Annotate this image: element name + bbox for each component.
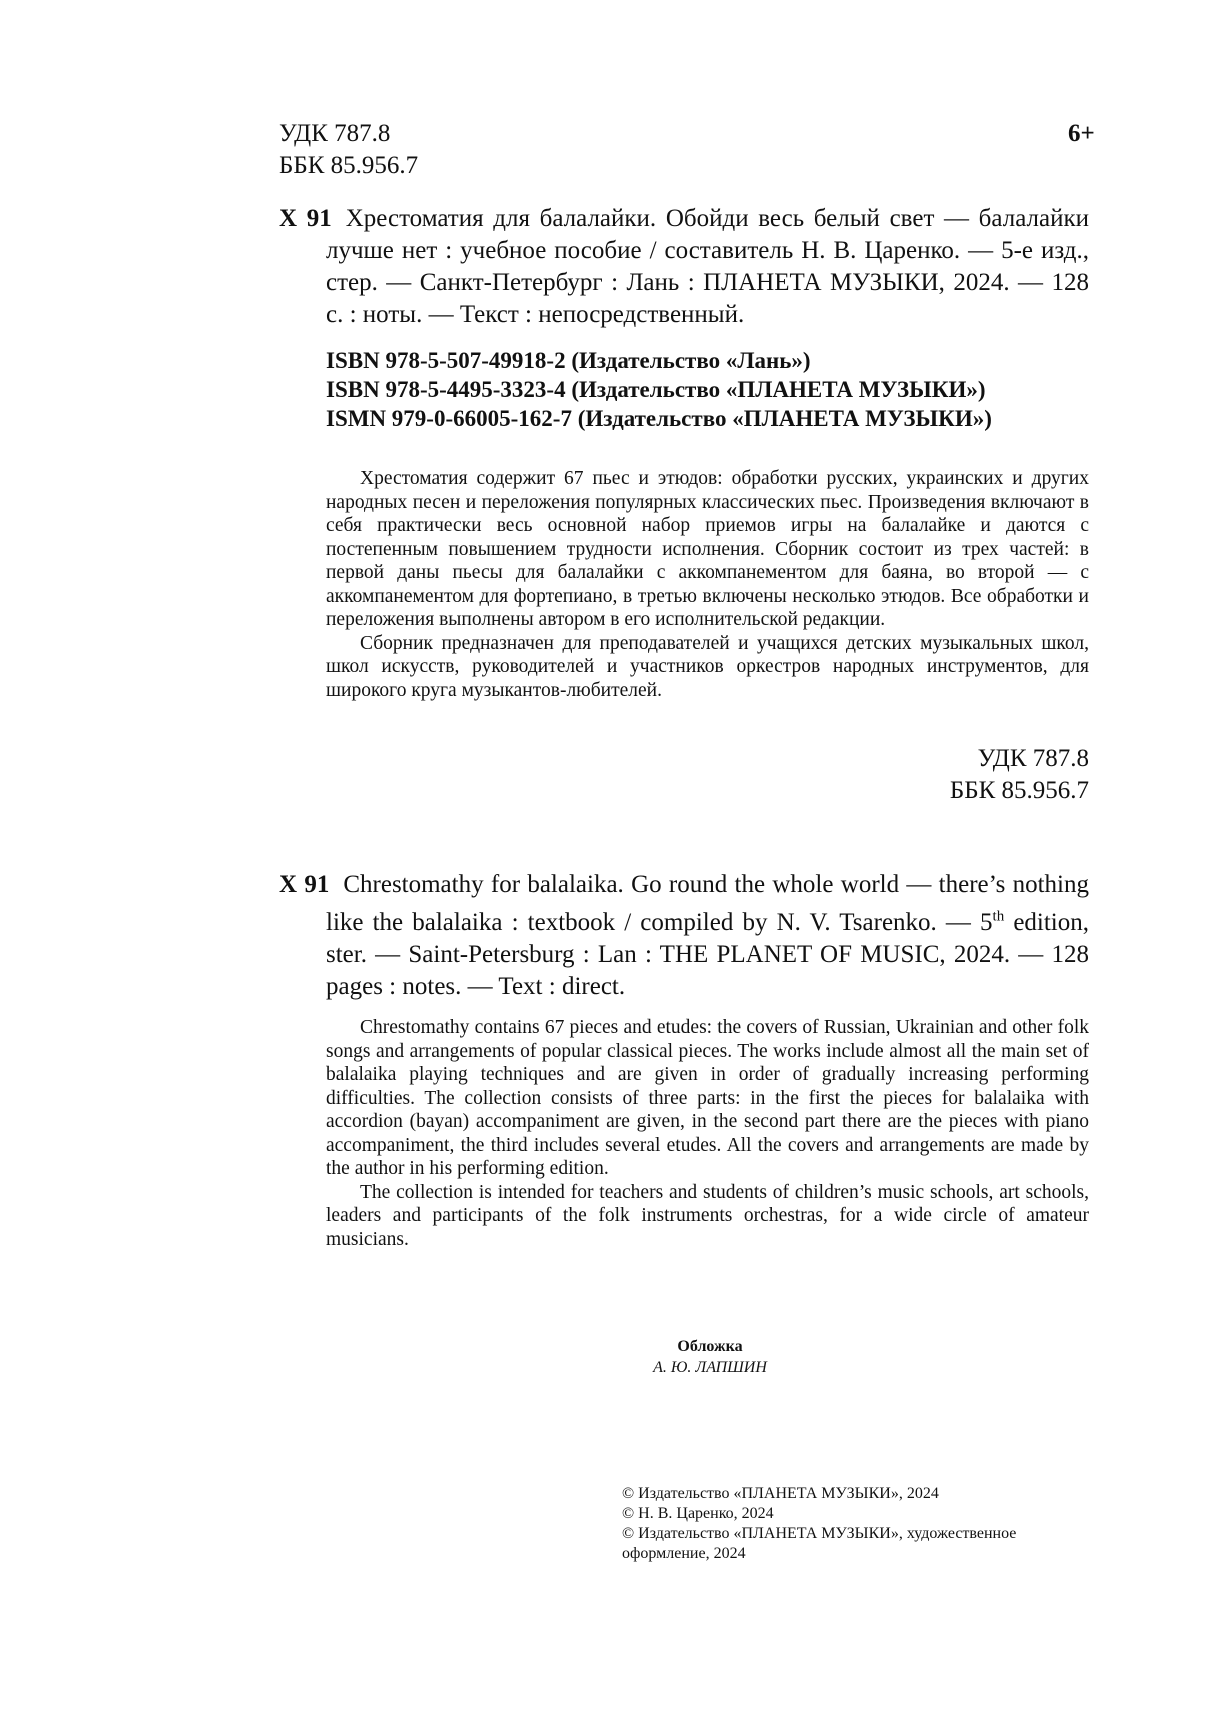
ru-abstract-paragraph: Сборник предназначен для преподавателей и учащихся детских музыкальных школ, школ искусств, руководителей и участников оркестров народных инструментов, для широкого круга музыкантов-любителей. (326, 632, 1089, 701)
en-entry-text-part2: edition, ster. — Saint-Petersburg : Lan : THE PLANET OF MUSIC, 2024. — 128 pages : notes. — Text : direct. (326, 909, 1089, 1001)
author-mark: Х 91 (279, 871, 330, 898)
copyright-line: © Издательство «ПЛАНЕТА МУЗЫКИ», художественное оформление, 2024 (622, 1525, 1017, 1562)
author-mark: Х 91 (279, 205, 332, 232)
udk-code: УДК 787.8 (279, 120, 391, 147)
ru-abstract (326, 467, 1089, 702)
age-rating: 6+ (1068, 120, 1095, 147)
cover-label: Обложка (677, 1338, 743, 1355)
isbn-list (326, 346, 992, 433)
en-abstract-paragraph: Chrestomathy contains 67 pieces and etudes: the covers of Russian, Ukrainian and other folk songs and arrangements of popular classical pieces. The works include almost all the main set of balalaika playing techniques and are given in order of gradually increasing performing difficulties. The collection consists of three parts: in the first the pieces for balalaika with accordion (bayan) accompaniment are given, in the second part there are the pieces with piano accompaniment, the third includes several etudes. All the covers and arrangements are made by the author in his performing edition. (326, 1017, 1089, 1179)
bbk-code: ББК 85.956.7 (949, 777, 1089, 804)
en-abstract-paragraph: The collection is intended for teachers and students of children’s music schools, art schools, leaders and participants of the folk instruments orchestras, for a wide circle of amateur musicians. (326, 1181, 1089, 1250)
ru-entry-text: Хрестоматия для балалайки. Обойди весь белый свет — балалайки лучше нет : учебное пособие / составитель Н. В. Царенко. — 5-е изд., стер. — Санкт-Петербург : Лань : ПЛАНЕТА МУЗЫКИ, 2024. — 128 с. : ноты. — Текст : непосредственный. (326, 205, 1089, 328)
ru-abstract-paragraph: Хрестоматия содержит 67 пьес и этюдов: обработки русских, украинских и других народных песен и переложения популярных классических пьес. Произведения включают в себя практически весь основной набор приемов игры на балалайке и даются с постепенным повышением трудности исполнения. Сборник состоит из трех частей: в первой даны пьесы для балалайки с аккомпанементом для баяна, во второй — с аккомпанементом для фортепиано, в третью включены несколько этюдов. Все обработки и переложения выполнены автором в его исполнительской редакции. (326, 468, 1089, 630)
bbk-code: ББК 85.956.7 (279, 152, 419, 179)
classification-codes (279, 118, 418, 182)
copyright-block (622, 1484, 1072, 1564)
isbn-lan: ISBN 978-5-507-49918-2 (Издательство «Лань») (326, 348, 811, 373)
en-bibliographic-entry (279, 869, 1089, 1003)
classification-codes-right (860, 743, 1089, 807)
cover-artist: А. Ю. ЛАПШИН (653, 1359, 767, 1376)
copyright-line: © Издательство «ПЛАНЕТА МУЗЫКИ», 2024 (622, 1485, 939, 1502)
cover-credit (560, 1336, 860, 1378)
udk-code: УДК 787.8 (977, 745, 1089, 772)
copyright-line: © Н. В. Царенко, 2024 (622, 1505, 774, 1522)
ismn-planeta: ISMN 979-0-66005-162-7 (Издательство «ПЛАНЕТА МУЗЫКИ») (326, 406, 992, 431)
isbn-planeta: ISBN 978-5-4495-3323-4 (Издательство «ПЛАНЕТА МУЗЫКИ») (326, 377, 986, 402)
en-abstract (326, 1016, 1089, 1251)
ru-bibliographic-entry (279, 203, 1089, 331)
ordinal-suffix: th (992, 909, 1005, 925)
en-entry-text (326, 871, 1089, 1000)
en-entry-text-part1: Chrestomathy for balalaika. Go round the whole world — there’s nothing like the balalaika : textbook / compiled by N. V. Tsarenko. — 5 (326, 871, 1089, 937)
